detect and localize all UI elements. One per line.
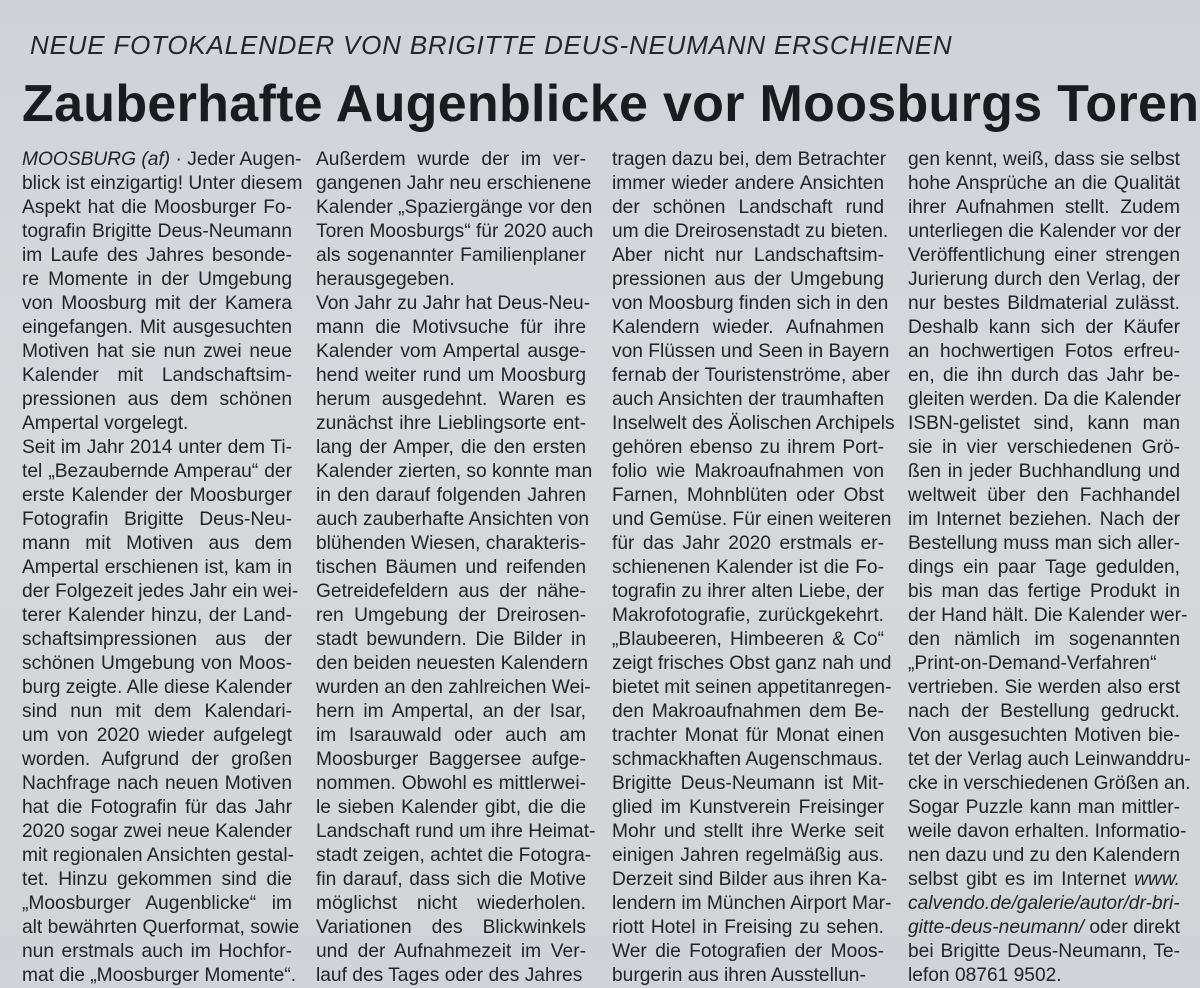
text-line: schienenen Kalender ist die Fo- — [612, 557, 884, 578]
text-line: Kalender zierten, so konnte man — [316, 461, 593, 482]
text-line: Landschaft rund um ihre Heimat- — [316, 821, 596, 842]
text-line: hohe Ansprüche an die Qualität — [908, 173, 1180, 194]
text-line: immer wieder andere Ansichten — [612, 173, 884, 194]
text-line: gehören ebenso zu ihrem Port- — [612, 437, 884, 458]
text-line: im Internet beziehen. Nach der — [908, 509, 1180, 530]
text-line: weltweit über den Fachhandel — [908, 485, 1180, 506]
text-line: Von ausgesuchten Motiven bie- — [908, 725, 1180, 746]
text-line: tet der Verlag auch Leinwanddru- — [908, 749, 1191, 770]
text-line: Veröffentlichung einer strengen — [908, 245, 1180, 266]
text-line: lang der Amper, die den ersten — [316, 437, 586, 458]
text-line: re Momente in der Umgebung — [22, 269, 292, 290]
text-line: den nämlich im sogenannten — [908, 629, 1180, 650]
text-line: nommen. Obwohl es mittlerwei- — [316, 773, 586, 794]
text-line: fernab der Touristenströme, aber — [612, 365, 891, 386]
text-line: erste Kalender der Moosburger — [22, 485, 292, 506]
text-line: hat die Fotografin für das Jahr — [22, 797, 292, 818]
website-link[interactable]: www. — [1134, 869, 1180, 890]
text-line: tel „Bezaubernde Amperau“ der — [22, 461, 292, 482]
text-line: bis man das fertige Produkt in — [908, 581, 1180, 602]
text-line: nach der Bestellung gedruckt. — [908, 701, 1180, 722]
text-line: Kalender vom Ampertal ausge- — [316, 341, 586, 362]
text-line: stadt zeigen, achtet die Fotogra- — [316, 845, 592, 866]
text-line: und der Aufnahmezeit im Ver- — [316, 941, 586, 962]
text-line: gen kennt, weiß, dass sie selbst — [908, 149, 1180, 170]
text-line: burg zeigte. Alle diese Kalender — [22, 677, 292, 698]
text-line: weile davon erhalten. Informatio- — [908, 821, 1187, 842]
text-line: um die Dreirosenstadt zu bieten. — [612, 221, 889, 242]
text-line: tischen Bäumen und reifenden — [316, 557, 586, 578]
text-line: Brigitte Deus-Neumann ist Mit- — [612, 773, 884, 794]
text-line: alt bewährten Querformat, sowie — [22, 917, 300, 938]
text-line: zunächst ihre Lieblingsorte ent- — [316, 413, 586, 434]
kicker-subheadline: NEUE FOTOKALENDER VON BRIGITTE DEUS-NEUMANN ERSCHIENEN — [30, 30, 953, 60]
text-line: auch zauberhafte Ansichten von — [316, 509, 590, 530]
text-line: Nachfrage nach neuen Motiven — [22, 773, 292, 794]
text-line: ihrer Aufnahmen stellt. Zudem — [908, 197, 1180, 218]
website-link[interactable]: gitte-deus-neumann/ — [908, 917, 1084, 938]
text-line: der Folgezeit jedes Jahr ein wei- — [22, 581, 299, 602]
text-line: Außerdem wurde der im ver- — [316, 149, 586, 170]
text-line: für das Jahr 2020 erstmals er- — [612, 533, 884, 554]
article-column-1 — [22, 148, 303, 988]
text-line: möglichst nicht wiederholen. — [316, 893, 586, 914]
text-line: wurden an den zahlreichen Wei- — [316, 677, 591, 698]
text-line: Kalender „Spaziergänge vor den — [316, 197, 593, 218]
text-line: mat die „Moosburger Momente“. — [22, 965, 297, 986]
text-line: Deshalb kann sich der Käufer — [908, 317, 1180, 338]
text-line: mann die Motivsuche für ihre — [316, 317, 586, 338]
text-line: tet. Hinzu gekommen sind die — [22, 869, 292, 890]
text-line: ISBN-gelistet sind, kann man — [908, 413, 1180, 434]
text-line: tografin Brigitte Deus-Neumann — [22, 221, 292, 242]
text-line — [908, 892, 1180, 916]
text-line: glied im Kunstverein Freisinger — [612, 797, 884, 818]
text-line: von Flüssen und Seen in Bayern — [612, 341, 890, 362]
text-line — [22, 148, 302, 172]
text-line: Wer die Fotografien der Moos- — [612, 941, 884, 962]
text-line: terer Kalender hinzu, der Land- — [22, 605, 292, 626]
text-line: Kalender mit Landschaftsim- — [22, 365, 292, 386]
text-line: ren Umgebung der Dreirosen- — [316, 605, 586, 626]
text-line: im Laufe des Jahres besonde- — [22, 245, 292, 266]
text-line: folio wie Makroaufnahmen von — [612, 461, 884, 482]
text-line: mit regionalen Ansichten gestal- — [22, 845, 294, 866]
text-line: „Blaubeeren, Himbeeren & Co“ — [612, 629, 884, 650]
headline: Zauberhafte Augenblicke vor Moosburgs Toren — [22, 75, 1200, 133]
text-line: „Moosburger Augenblicke“ im — [22, 893, 292, 914]
text-line: ßen in jeder Buchhandlung und — [908, 461, 1180, 482]
text-line: Ampertal erschienen ist, kam in — [22, 557, 292, 578]
text-line: nen dazu und zu den Kalendern — [908, 845, 1181, 866]
text-line: Inselwelt des Äolischen Archipels — [612, 413, 895, 434]
text-line: „Print-on-Demand-Verfahren“ — [908, 653, 1157, 674]
text-line: und Gemüse. Für einen weiteren — [612, 509, 892, 530]
text-line: als sogenannter Familienplaner — [316, 245, 586, 266]
text-line: lauf des Tages oder des Jahres — [316, 965, 583, 986]
text-segment: · Jeder Augen- — [170, 149, 302, 170]
text-line: von Moosburg mit der Kamera — [22, 293, 292, 314]
text-line: burgerin aus ihren Ausstellun- — [612, 965, 866, 986]
text-line: nur bestes Bildmaterial zulässt. — [908, 293, 1180, 314]
text-line: herum ausgedehnt. Waren es — [316, 389, 586, 410]
text-line: Aspekt hat die Moosburger Fo- — [22, 197, 292, 218]
text-line: Bestellung muss man sich aller- — [908, 533, 1180, 554]
article-column-3 — [612, 148, 895, 988]
text-line: der schönen Landschaft rund — [612, 197, 884, 218]
article-column-4 — [908, 148, 1191, 988]
text-line: tragen dazu bei, dem Betrachter — [612, 149, 887, 170]
text-line: gangenen Jahr neu erschienene — [316, 173, 592, 194]
text-line: Farnen, Mohnblüten oder Obst — [612, 485, 884, 506]
text-line: Toren Moosburgs“ für 2020 auch — [316, 221, 594, 242]
text-line: schaftsimpressionen aus der — [22, 629, 292, 650]
text-line: cke in verschiedenen Größen an. — [908, 773, 1191, 794]
text-line: bei Brigitte Deus-Neumann, Te- — [908, 941, 1180, 962]
website-link[interactable]: calvendo.de/galerie/autor/dr-bri- — [908, 893, 1180, 914]
text-line: hern im Ampertal, an der Isar, — [316, 701, 586, 722]
text-line: mann mit Motiven aus dem — [22, 533, 292, 554]
text-line: von Moosburg finden sich in den — [612, 293, 889, 314]
text-line: lendern im München Airport Mar- — [612, 893, 892, 914]
text-line: auch Ansichten der traumhaften — [612, 389, 884, 410]
text-line: worden. Aufgrund der großen — [22, 749, 292, 770]
text-line: Derzeit sind Bilder aus ihren Ka- — [612, 869, 888, 890]
text-line: den Makroaufnahmen dem Be- — [612, 701, 884, 722]
text-line: in den darauf folgenden Jahren — [316, 485, 586, 506]
text-line: pressionen aus der Umgebung — [612, 269, 884, 290]
text-segment: selbst gibt es im Internet — [908, 869, 1135, 890]
text-line: Mohr und stellt ihre Werke seit — [612, 821, 884, 842]
text-line: Ampertal vorgelegt. — [22, 413, 189, 434]
text-line: tografin zu ihrer alten Liebe, der — [612, 581, 884, 602]
text-line: Von Jahr zu Jahr hat Deus-Neu- — [316, 293, 591, 314]
text-line: blick ist einzigartig! Unter diesem — [22, 173, 303, 194]
text-line: trachter Monat für Monat einen — [612, 725, 884, 746]
text-line: Sogar Puzzle kann man mittler- — [908, 797, 1180, 818]
text-line: pressionen aus dem schönen — [22, 389, 292, 410]
text-line: nun erstmals auch im Hochfor- — [22, 941, 292, 962]
dateline: MOOSBURG (af) — [22, 149, 171, 170]
text-line: zeigt frisches Obst ganz nah und — [612, 653, 892, 674]
text-line: sind nun mit dem Kalendari- — [22, 701, 292, 722]
text-line: hend weiter rund um Moosburg — [316, 365, 586, 386]
text-line: dings ein paar Tage gedulden, — [908, 557, 1180, 578]
text-line: bietet mit seinen appetitanregen- — [612, 677, 892, 698]
text-segment: oder direkt — [1084, 917, 1180, 938]
text-line: Makrofotografie, zurückgekehrt. — [612, 605, 884, 626]
text-line: Aber nicht nur Landschaftsim- — [612, 245, 884, 266]
text-line: sie in vier verschiedenen Grö- — [908, 437, 1180, 458]
text-line: Kalendern wieder. Aufnahmen — [612, 317, 884, 338]
text-line: schmackhaften Augenschmaus. — [612, 749, 883, 770]
text-line: herausgegeben. — [316, 269, 455, 290]
text-line: lefon 08761 9502. — [908, 965, 1062, 986]
text-line: blühenden Wiesen, charakteris- — [316, 533, 586, 554]
text-line: stadt bewundern. Die Bilder in — [316, 629, 586, 650]
text-line: 2020 sogar zwei neue Kalender — [22, 821, 292, 842]
text-line: der Hand hält. Die Kalender wer- — [908, 605, 1188, 626]
text-line: den beiden neuesten Kalendern — [316, 653, 589, 674]
text-line: einigen Jahren regelmäßig aus. — [612, 845, 884, 866]
text-line: Jurierung durch den Verlag, der — [908, 269, 1180, 290]
text-line: fin darauf, dass sich die Motive — [316, 869, 586, 890]
article-column-2 — [316, 148, 596, 988]
text-line: Moosburger Baggersee aufge- — [316, 749, 586, 770]
text-line — [908, 916, 1180, 940]
text-line — [908, 868, 1180, 892]
text-line: vertrieben. Sie werden also erst — [908, 677, 1180, 698]
text-line: riott Hotel in Freising zu sehen. — [612, 917, 884, 938]
text-line: im Isarauwald oder auch am — [316, 725, 586, 746]
text-line: an hochwertigen Fotos erfreu- — [908, 341, 1180, 362]
text-line: Fotografin Brigitte Deus-Neu- — [22, 509, 292, 530]
text-line: le sieben Kalender gibt, die die — [316, 797, 586, 818]
text-line: um von 2020 wieder aufgelegt — [22, 725, 292, 746]
text-line: Seit im Jahr 2014 unter dem Ti- — [22, 437, 292, 458]
text-line: en, die ihn durch das Jahr be- — [908, 365, 1180, 386]
text-line: unterliegen die Kalender vor der — [908, 221, 1182, 242]
text-line: Variationen des Blickwinkels — [316, 917, 586, 938]
text-line: gleiten werden. Da die Kalender — [908, 389, 1182, 410]
text-line: schönen Umgebung von Moos- — [22, 653, 292, 674]
text-line: Getreidefeldern aus der nähe- — [316, 581, 586, 602]
text-line: eingefangen. Mit ausgesuchten — [22, 317, 292, 338]
text-line: Motiven hat sie nun zwei neue — [22, 341, 292, 362]
